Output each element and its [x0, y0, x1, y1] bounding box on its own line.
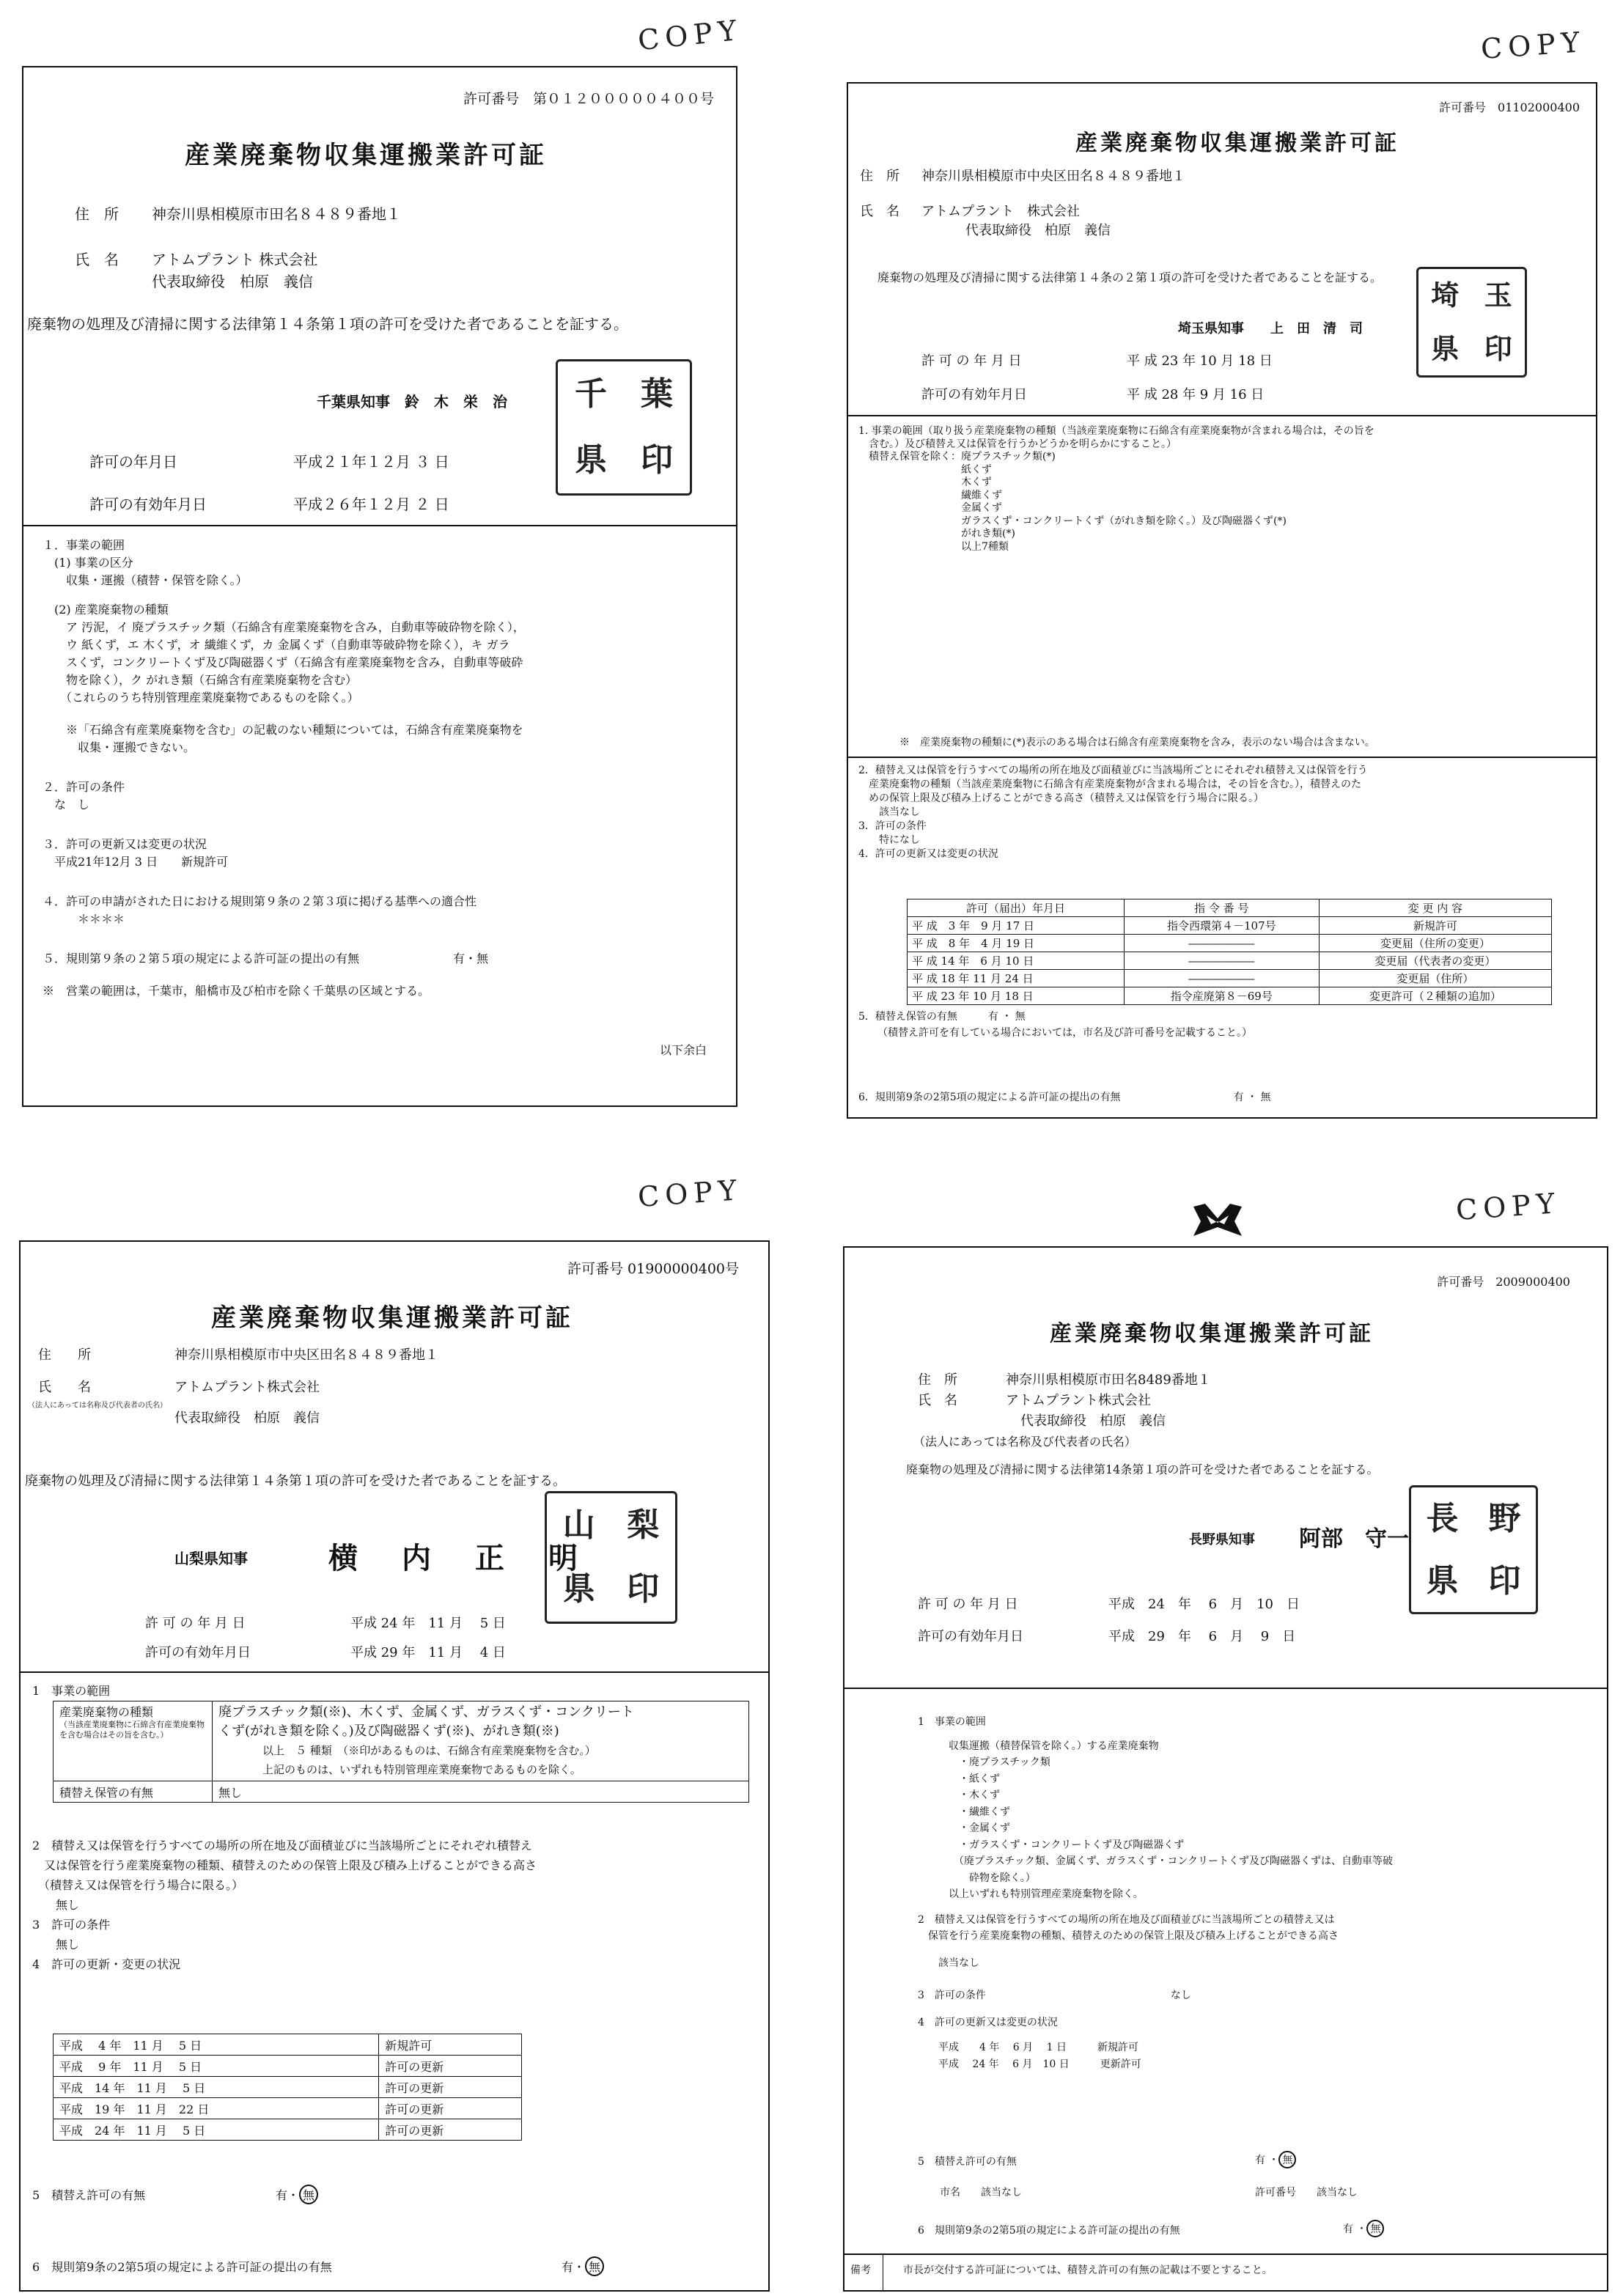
- remark-text: 市長が交付する許可証については、積替え許可の有無の記載は不要とすること。: [903, 2264, 1273, 2276]
- text-line: [918, 1731, 1393, 1738]
- text-line: ・金属くず: [918, 1822, 1010, 1834]
- address-label: 住 所: [918, 1372, 957, 1388]
- company-name: アトムプラント 株式会社: [152, 251, 318, 268]
- governor-title: 山梨県知事: [174, 1550, 248, 1567]
- text-line: 3．許可の条件: [858, 820, 927, 832]
- text-line: 収集・運搬できない。: [43, 740, 196, 754]
- text-line: [918, 2004, 1393, 2014]
- text-line: 又は保管を行う産業廃棄物の種類、積替えのための保管上限及び積み上げることができる高さ: [32, 1858, 537, 1872]
- table-header-row: [908, 899, 1552, 917]
- table-cell: ――――――: [1124, 970, 1319, 987]
- choice-no-circled: 無: [1278, 2151, 1296, 2168]
- address-label: 住 所: [75, 205, 119, 223]
- document-title: 産業廃棄物収集運搬業許可証: [1050, 1321, 1374, 1347]
- scope-table: [53, 1701, 749, 1803]
- text-line: 4 許可の更新・変更の状況: [32, 1957, 181, 1971]
- seal-char: 葉: [641, 375, 673, 413]
- text-line: 3 許可の条件: [32, 1918, 111, 1932]
- sections-2-4: [32, 1836, 537, 1974]
- company-name: アトムプラント株式会社: [174, 1380, 320, 1395]
- text-line: 1 事業の範囲: [918, 1716, 986, 1728]
- table-cell: 変更届（代表者の変更）: [1319, 952, 1551, 970]
- text-line: 無し: [32, 1898, 80, 1912]
- text-line: [43, 968, 525, 982]
- text-line: な し: [43, 798, 90, 812]
- table-cell: 指令産廃第８－69号: [1124, 987, 1319, 1005]
- transfer-storage-note: （積替え許可を有している場合においては，市名及び許可番号を記載すること。）: [877, 1027, 1252, 1039]
- text-line: 金属くず: [858, 502, 1002, 514]
- seal-char: 県: [562, 1570, 595, 1608]
- table-cell: 平成 19 年 11 月 22 日: [54, 2098, 379, 2119]
- certification-text: 廃棄物の処理及び清掃に関する法律第１４条第１項の許可を受けた者であることを証する。: [25, 1473, 566, 1489]
- copy-stamp-2: COPY: [1479, 26, 1587, 65]
- transfer-permit-choice: [1255, 2151, 1296, 2168]
- name-label: 氏 名: [38, 1380, 91, 1395]
- text-line: 積替え保管を除く：廃プラスチック類(*): [858, 451, 1056, 463]
- text-line: ・廃プラスチック類: [918, 1756, 1050, 1768]
- table-cell: 許可の更新: [379, 2119, 522, 2141]
- asbestos-note: ※ 産業廃棄物の種類に(*)表示のある場合は石綿含有産業廃棄物を含み，表示のない場合は含まない。: [899, 737, 1375, 748]
- expiry-date: 平成 29 年 6 月 9 日: [1108, 1629, 1296, 1644]
- text-line: [918, 1971, 1393, 1987]
- permit-sheet-chiba: [22, 66, 737, 1107]
- seal-char: 印: [641, 441, 673, 479]
- text-line: 該当なし: [858, 806, 920, 818]
- certification-text: 廃棄物の処理及び清掃に関する法律第14条第１項の許可を受けた者であることを証する。: [906, 1462, 1379, 1476]
- certification-text: 廃棄物の処理及び清掃に関する法律第１４条の２第１項の許可を受けた者であることを証する。: [877, 271, 1383, 284]
- text-line: 4 許可の更新又は変更の状況: [918, 2016, 1058, 2028]
- text-line: ４．許可の申請がされた日における規則第９条の２第３項に掲げる基準への適合性: [43, 894, 477, 908]
- text-line: 該当なし: [918, 1957, 979, 1969]
- divider: [848, 415, 1596, 416]
- certification-text: 廃棄物の処理及び清掃に関する法律第１４条第１項の許可を受けた者であることを証する。: [27, 315, 628, 333]
- history-table: [53, 2034, 522, 2141]
- scope-note: （当該産業廃棄物に石綿含有産業廃棄物を含む場合はその旨を含む。）: [59, 1720, 205, 1740]
- text-line: (2) 産業廃棄物の種類: [43, 603, 169, 617]
- table-cell: 許可の更新: [379, 2098, 522, 2119]
- permit-date: 平成 24 年 11 月 5 日: [350, 1616, 506, 1631]
- permit-sheet-yamanashi: [19, 1240, 770, 2292]
- text-line: [918, 1945, 1393, 1955]
- choice-no-circled: 無: [299, 2185, 318, 2204]
- text-line: 平成 4 年 6 月 1 日 新規許可: [918, 2042, 1138, 2053]
- representative: 代表取締役 柏原 義信: [965, 223, 1111, 238]
- table-cell: 平 成 18 年 11 月 24 日: [908, 970, 1125, 987]
- table-cell: 平成 4 年 11 月 5 日: [54, 2034, 379, 2056]
- transfer-permit-item: 5 積替え許可の有無: [32, 2188, 146, 2202]
- permit-number: 許可番号 01102000400: [1439, 100, 1580, 114]
- table-header: 指 令 番 号: [1124, 899, 1319, 917]
- text-line: がれき類(*): [858, 528, 1015, 540]
- permit-date-label: 許可の年月日: [89, 453, 177, 471]
- copy-stamp-4: COPY: [1454, 1187, 1562, 1226]
- permit-sheet-nagano: [843, 1246, 1608, 2292]
- name-label: 氏 名: [75, 251, 119, 268]
- scope-section: [43, 537, 525, 1000]
- submission-item: 6 規則第9条の2第5項の規定による許可証の提出の有無: [918, 2225, 1180, 2237]
- divider: [844, 2253, 1607, 2255]
- choice-no-circled: 無: [1366, 2220, 1384, 2237]
- representative: 代表取締役 柏原 義信: [152, 273, 313, 290]
- name-label: 氏 名: [918, 1393, 957, 1408]
- official-seal: [1409, 1485, 1538, 1614]
- table-cell: [213, 1701, 749, 1781]
- permit-date-label: 許 可 の 年 月 日: [145, 1616, 246, 1631]
- text-line: 以上いずれも特別管理産業廃棄物を除く。: [918, 1888, 1144, 1900]
- submission-item: 6 規則第9条の2第5項の規定による許可証の提出の有無: [32, 2260, 332, 2274]
- copy-stamp-3: COPY: [636, 1174, 744, 1213]
- official-seal: [556, 359, 692, 496]
- text-line: 2 積替え又は保管を行うすべての場所の所在地及び面積並びに当該場所ごとにそれぞれ積替え: [32, 1839, 532, 1852]
- table-cell: 変更許可（２種類の追加）: [1319, 987, 1551, 1005]
- address-value: 神奈川県相模原市田名8489番地１: [1006, 1372, 1211, 1388]
- text-line: ※ 営業の範囲は，千葉市，船橋市及び柏市を除く千葉県の区域とする。: [43, 984, 430, 998]
- expiry-label: 許可の有効年月日: [89, 496, 207, 513]
- table-cell: 指令西環第４－107号: [1124, 917, 1319, 935]
- choice-yes: 有 ・: [1343, 2223, 1367, 2235]
- table-cell: 平成 24 年 11 月 5 日: [54, 2119, 379, 2141]
- table-cell: 変更届（住所）: [1319, 970, 1551, 987]
- governor-name: 阿部 守一: [1299, 1526, 1409, 1552]
- table-row: [54, 2098, 522, 2119]
- seal-char: 県: [1431, 331, 1460, 365]
- text-line: [43, 757, 525, 779]
- scope-line: 以上 ５ 種類 （※印があるものは、石綿含有産業廃棄物を含む。）: [262, 1744, 596, 1757]
- seal-char: 県: [575, 441, 607, 479]
- text-line: ２．許可の条件: [43, 780, 125, 794]
- seal-char: 埼: [1431, 279, 1460, 312]
- text-line: 2 積替え又は保管を行うすべての場所の所在地及び面積並びに当該場所ごとの積替え又は: [918, 1913, 1335, 1926]
- text-line: ・繊維くず: [918, 1806, 1010, 1818]
- company-name: アトムプラント 株式会社: [921, 204, 1080, 219]
- submission-choice: [562, 2256, 604, 2276]
- text-line: 平成 24 年 6 月 10 日 更新許可: [918, 2058, 1141, 2070]
- table-row: [54, 2077, 522, 2098]
- scope-line: くず(がれき類を除く。)及び陶磁器くず(※)、がれき類(※): [218, 1723, 559, 1739]
- seal-char: 印: [1484, 331, 1512, 365]
- expiry-date: 平成２６年１２月 ２ 日: [293, 496, 449, 513]
- text-line: 収集運搬（積替保管を除く。）する産業廃棄物: [918, 1740, 1159, 1752]
- text-line: 繊維くず: [858, 489, 1002, 501]
- prefecture-emblem-icon: [1192, 1202, 1243, 1239]
- text-line: 物を除く），ク がれき類（石綿含有産業廃棄物を含む）: [43, 673, 358, 687]
- permit-date-label: 許 可 の 年 月 日: [921, 353, 1022, 369]
- text-line: ＊＊＊＊: [43, 912, 125, 926]
- name-note: （法人にあっては名称及び代表者の氏名）: [913, 1435, 1136, 1449]
- scope-section: [918, 1714, 1393, 2072]
- address-label: 住 所: [38, 1347, 91, 1363]
- table-row: [908, 970, 1552, 987]
- document-title: 産業廃棄物収集運搬業許可証: [211, 1303, 573, 1333]
- footer-blank-note: 以下余白: [659, 1043, 707, 1057]
- text-line: １．事業の範囲: [43, 538, 125, 552]
- table-cell: 平 成 3 年 9 月 17 日: [908, 917, 1125, 935]
- text-line: [918, 1903, 1393, 1912]
- address-value: 神奈川県相模原市中央区田名８４８９番地１: [174, 1347, 438, 1363]
- choice-yes: 有・: [276, 2188, 300, 2202]
- divider: [844, 1688, 1607, 1689]
- table-header: 変 更 内 容: [1319, 899, 1551, 917]
- choice-yes: 有・: [562, 2260, 586, 2274]
- name-label: 氏 名: [860, 204, 899, 219]
- document-title: 産業廃棄物収集運搬業許可証: [1075, 130, 1399, 156]
- address-value: 神奈川県相模原市田名８４８９番地１: [152, 205, 401, 223]
- copy-stamp-1: COPY: [636, 13, 744, 57]
- text-line: （積替え又は保管を行う場合に限る。）: [32, 1878, 244, 1892]
- transfer-storage-item: 5．積替え保管の有無 有 ・ 無: [858, 1011, 1026, 1023]
- expiry-date: 平 成 28 年 9 月 16 日: [1127, 387, 1265, 402]
- scope-line: 廃プラスチック類(※)、木くず、金属くず、ガラスくず・コンクリート: [218, 1704, 634, 1720]
- section-heading: 1 事業の範囲: [32, 1684, 111, 1698]
- text-line: 木くず: [858, 477, 992, 488]
- text-line: 収集・運搬（積替・保管を除く。）: [43, 573, 248, 587]
- seal-char: 印: [627, 1570, 660, 1608]
- expiry-label: 許可の有効年月日: [921, 387, 1027, 402]
- governor-title: 長野県知事: [1189, 1532, 1255, 1548]
- text-line: 含む。）及び積替え又は保管を行うかどうかを明らかにすること。）: [858, 438, 1177, 450]
- text-line: 特になし: [858, 834, 920, 846]
- text-line: スくず，コンクリートくず及び陶磁器くず（石綿含有産業廃棄物を含み，自動車等破砕: [43, 655, 523, 669]
- table-cell: 変更届（住所の変更）: [1319, 935, 1551, 952]
- text-line: 以上7種類: [858, 540, 1009, 553]
- text-line: 3 許可の条件 なし: [918, 1990, 1191, 2001]
- choice-yes: 有 ・: [1255, 2155, 1279, 2166]
- table-row: [54, 2056, 522, 2077]
- seal-char: 長: [1426, 1499, 1459, 1537]
- text-line: ガラスくず・コンクリートくず（がれき類を除く。）及び陶磁器くず(*): [858, 515, 1287, 527]
- text-line: ウ 紙くず，エ 木くず，オ 繊維くず，カ 金属くず（自動車等破砕物を除く），キ ガラ: [43, 638, 510, 652]
- official-seal: [1416, 267, 1527, 378]
- table-cell: 積替え保管の有無: [54, 1781, 213, 1803]
- company-name: アトムプラント株式会社: [1006, 1393, 1151, 1408]
- divider: [21, 1671, 768, 1673]
- table-row: [908, 952, 1552, 970]
- choice-no-circled: 無: [585, 2256, 604, 2276]
- table-cell: 無し: [213, 1781, 749, 1803]
- remark-label: 備考: [850, 2264, 871, 2276]
- transfer-permit-item: 5 積替え許可の有無: [918, 2156, 1017, 2168]
- scope-label: 産業廃棄物の種類: [59, 1705, 154, 1719]
- expiry-date: 平成 29 年 11 月 4 日: [350, 1645, 506, 1660]
- table-row: [908, 917, 1552, 935]
- name-note: （法人にあっては名称及び代表者の氏名）: [28, 1402, 167, 1410]
- document-title: 産業廃棄物収集運搬業許可証: [185, 141, 547, 170]
- text-line: （これらのうち特別管理産業廃棄物であるものを除く。）: [43, 691, 359, 704]
- table-cell: 新規許可: [379, 2034, 522, 2056]
- text-line: [918, 2031, 1393, 2039]
- text-line: ・木くず: [918, 1789, 1000, 1801]
- table-row: [908, 935, 1552, 952]
- sections-2-4: [858, 764, 1368, 861]
- seal-char: 野: [1488, 1499, 1521, 1537]
- table-row: [54, 1781, 749, 1803]
- table-cell: [54, 1701, 213, 1781]
- text-line: ・紙くず: [918, 1773, 1000, 1785]
- governor-name: 横 内 正 明: [328, 1541, 585, 1575]
- text-line: [43, 871, 525, 893]
- table-header: 許可（届出）年月日: [908, 899, 1125, 917]
- permit-date: 平成２１年１２月 ３ 日: [293, 453, 449, 471]
- table-cell: 平 成 14 年 6 月 10 日: [908, 952, 1125, 970]
- seal-char: 千: [575, 375, 607, 413]
- permit-sheet-saitama: [847, 82, 1597, 1119]
- text-line: ※「石綿含有産業廃棄物を含む」の記載のない種類については，石綿含有産業廃棄物を: [43, 723, 523, 737]
- official-seal: [545, 1491, 677, 1624]
- text-line: [43, 814, 525, 836]
- text-line: （廃プラスチック類、金属くず、ガラスくず・コンクリートくず及び陶磁器くずは、自動車等破: [918, 1855, 1394, 1867]
- history-table: [907, 899, 1552, 1005]
- text-line: 保管を行う産業廃棄物の種類、積替えのための保管上限及び積み上げることができる高さ: [918, 1930, 1339, 1942]
- text-line: [43, 589, 525, 601]
- permit-number: 許可番号 2009000400: [1437, 1275, 1570, 1289]
- transfer-permit-number: 許可番号 該当なし: [1255, 2187, 1358, 2199]
- text-line: 産業廃棄物の種類（当該産業廃棄物に石綿含有産業廃棄物が含まれる場合は，その旨を含む。），積替えのた: [858, 779, 1361, 790]
- text-line: [43, 928, 525, 950]
- scope-section: [858, 425, 1374, 553]
- table-row: [54, 1701, 749, 1781]
- table-row: [54, 2119, 522, 2141]
- text-line: ５．規則第９条の２第５項の規定による許可証の提出の有無 有・無: [43, 952, 489, 965]
- table-cell: 平 成 8 年 4 月 19 日: [908, 935, 1125, 952]
- seal-char: 印: [1488, 1561, 1521, 1600]
- text-line: めの保管上限及び積み上げることができる高さ（積替え又は保管を行う場合に限る。）: [858, 792, 1264, 804]
- text-line: 無し: [32, 1938, 80, 1951]
- permit-date: 平 成 23 年 10 月 18 日: [1127, 353, 1273, 369]
- table-row: [54, 2034, 522, 2056]
- text-line: 紙くず: [858, 463, 992, 476]
- seal-char: 山: [562, 1506, 595, 1544]
- table-cell: 新規許可: [1319, 917, 1551, 935]
- text-line: 1. 事業の範囲（取り扱う産業廃棄物の種類（当該産業廃棄物に石綿含有産業廃棄物が含まれる場合は，その旨を: [858, 425, 1374, 437]
- expiry-label: 許可の有効年月日: [145, 1645, 251, 1660]
- transfer-permit-choice: [276, 2185, 318, 2204]
- divider: [848, 757, 1596, 758]
- governor-name: 千葉県知事 鈴 木 栄 治: [317, 393, 507, 411]
- text-line: 2．積替え又は保管を行うすべての場所の所在地及び面積並びに当該場所ごとにそれぞれ積替え又は保管を行う: [858, 765, 1368, 776]
- table-cell: ――――――: [1124, 952, 1319, 970]
- text-line: 4．許可の更新又は変更の状況: [858, 848, 998, 860]
- text-line: ３．許可の更新又は変更の状況: [43, 837, 207, 851]
- text-line: 砕物を除く。）: [918, 1872, 1036, 1884]
- transfer-city: 市名 該当なし: [940, 2187, 1022, 2199]
- seal-char: 玉: [1484, 279, 1512, 312]
- text-line: ア 汚泥，イ 廃プラスチック類（石綿含有産業廃棄物を含み，自動車等破砕物を除く），: [43, 620, 525, 634]
- address-label: 住 所: [860, 169, 899, 184]
- text-line: [43, 707, 525, 721]
- submission-choice: [1343, 2220, 1384, 2237]
- seal-char: 県: [1426, 1561, 1459, 1600]
- text-line: ・ガラスくず・コンクリートくず及び陶磁器くず: [918, 1839, 1185, 1851]
- submission-item: 6．規則第9条の2第5項の規定による許可証の提出の有無 有 ・ 無: [858, 1092, 1271, 1103]
- governor-name: 埼玉県知事 上 田 清 司: [1178, 321, 1363, 336]
- scope-line: 上記のものは、いずれも特別管理産業廃棄物であるものを除く。: [262, 1763, 581, 1776]
- permit-date: 平成 24 年 6 月 10 日: [1108, 1597, 1300, 1612]
- table-cell: 平成 14 年 11 月 5 日: [54, 2077, 379, 2098]
- address-value: 神奈川県相模原市中央区田名８４８９番地１: [921, 169, 1185, 184]
- permit-number: 許可番号 第０１２０００００４００号: [463, 91, 714, 107]
- expiry-label: 許可の有効年月日: [918, 1629, 1023, 1644]
- table-cell: 許可の更新: [379, 2077, 522, 2098]
- representative: 代表取締役 柏原 義信: [174, 1410, 320, 1426]
- table-cell: ――――――: [1124, 935, 1319, 952]
- table-cell: 平成 9 年 11 月 5 日: [54, 2056, 379, 2077]
- seal-char: 梨: [627, 1506, 660, 1544]
- divider: [23, 525, 736, 526]
- permit-number: 許可番号 01900000400号: [567, 1261, 739, 1277]
- text-line: 平成21年12月 3 日 新規許可: [43, 855, 229, 869]
- table-cell: 平 成 23 年 10 月 18 日: [908, 987, 1125, 1005]
- permit-date-label: 許 可 の 年 月 日: [918, 1597, 1018, 1612]
- representative: 代表取締役 柏原 義信: [1020, 1413, 1166, 1429]
- text-line: (1) 事業の区分: [43, 556, 133, 570]
- table-row: [908, 987, 1552, 1005]
- table-cell: 許可の更新: [379, 2056, 522, 2077]
